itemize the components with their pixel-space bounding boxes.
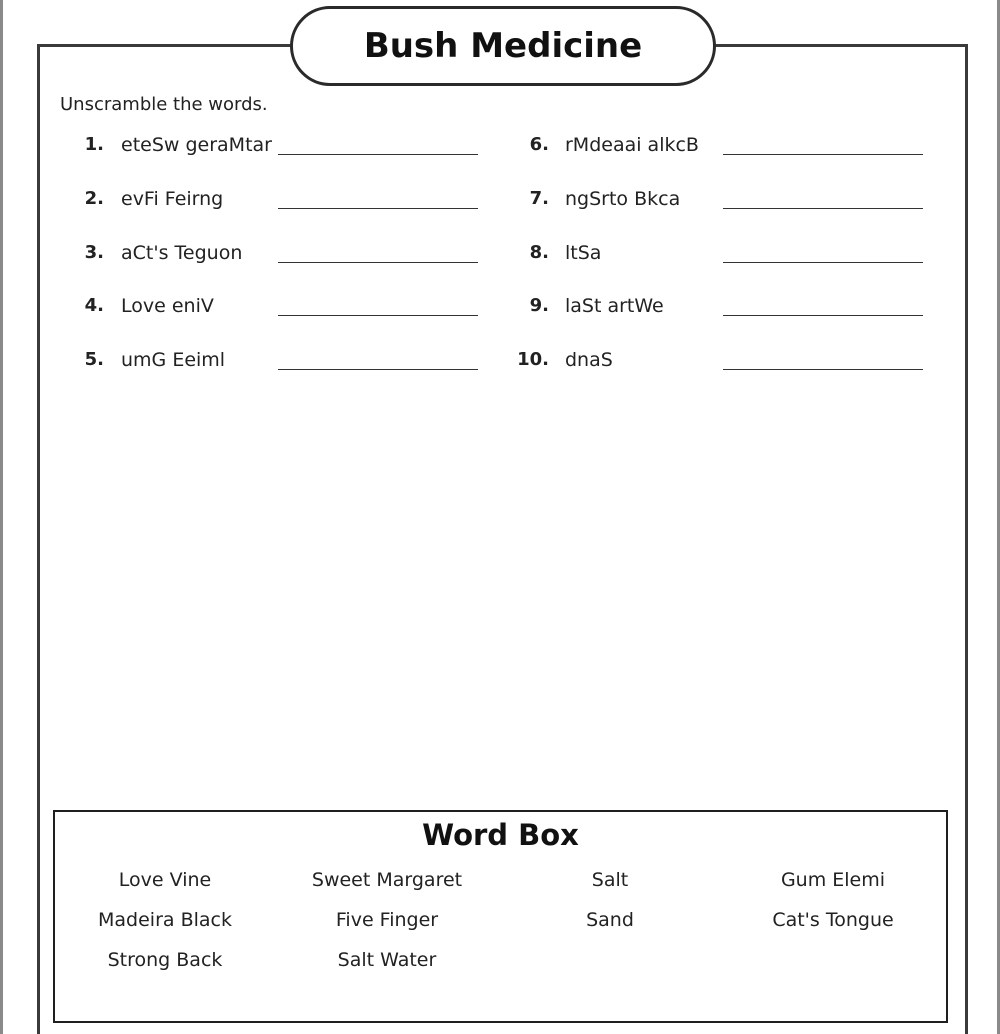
scrambled-word: eteSw geraMtar — [121, 134, 272, 156]
title-banner — [290, 6, 716, 86]
word-box-word: Gum Elemi — [780, 869, 886, 891]
answer-line[interactable] — [278, 262, 478, 263]
scrambled-word: laSt artWe — [565, 295, 664, 317]
scrambled-word: aCt's Teguon — [121, 242, 243, 264]
item-number: 10. — [517, 349, 549, 370]
item-number: 9. — [529, 295, 549, 316]
word-box-word: Love Vine — [118, 869, 212, 891]
word-box-word: Sand — [586, 909, 634, 931]
answer-line[interactable] — [723, 369, 923, 370]
word-box-word: Madeira Black — [98, 909, 232, 931]
item-number: 4. — [84, 295, 104, 316]
instructions: Unscramble the words. — [60, 94, 268, 115]
item-number: 8. — [529, 242, 549, 263]
answer-line[interactable] — [278, 315, 478, 316]
word-box — [53, 810, 948, 1023]
item-number: 6. — [529, 134, 549, 155]
word-box-word: Sweet Margaret — [311, 869, 463, 891]
page-edge-left — [0, 0, 3, 1034]
item-number: 1. — [84, 134, 104, 155]
word-box-word: Salt Water — [337, 949, 437, 971]
answer-line[interactable] — [278, 369, 478, 370]
item-number: 7. — [529, 188, 549, 209]
scrambled-word: evFi Feirng — [121, 188, 224, 210]
word-box-word: Cat's Tongue — [772, 909, 894, 931]
word-box-title: Word Box — [422, 818, 579, 852]
word-box-word: Five Finger — [335, 909, 439, 931]
answer-line[interactable] — [723, 262, 923, 263]
answer-line[interactable] — [723, 315, 923, 316]
scrambled-word: umG Eeiml — [121, 349, 226, 371]
item-number: 3. — [84, 242, 104, 263]
answer-line[interactable] — [723, 208, 923, 209]
scrambled-word: ngSrto Bkca — [565, 188, 681, 210]
answer-line[interactable] — [278, 154, 478, 155]
scrambled-word: ltSa — [565, 242, 602, 264]
word-box-word: Salt — [591, 869, 629, 891]
item-number: 2. — [84, 188, 104, 209]
item-number: 5. — [84, 349, 104, 370]
word-box-word: Strong Back — [107, 949, 223, 971]
scrambled-word: dnaS — [565, 349, 613, 371]
answer-line[interactable] — [278, 208, 478, 209]
page-title: Bush Medicine — [363, 26, 643, 66]
scrambled-word: rMdeaai alkcB — [565, 134, 699, 156]
scrambled-word: Love eniV — [121, 295, 214, 317]
answer-line[interactable] — [723, 154, 923, 155]
